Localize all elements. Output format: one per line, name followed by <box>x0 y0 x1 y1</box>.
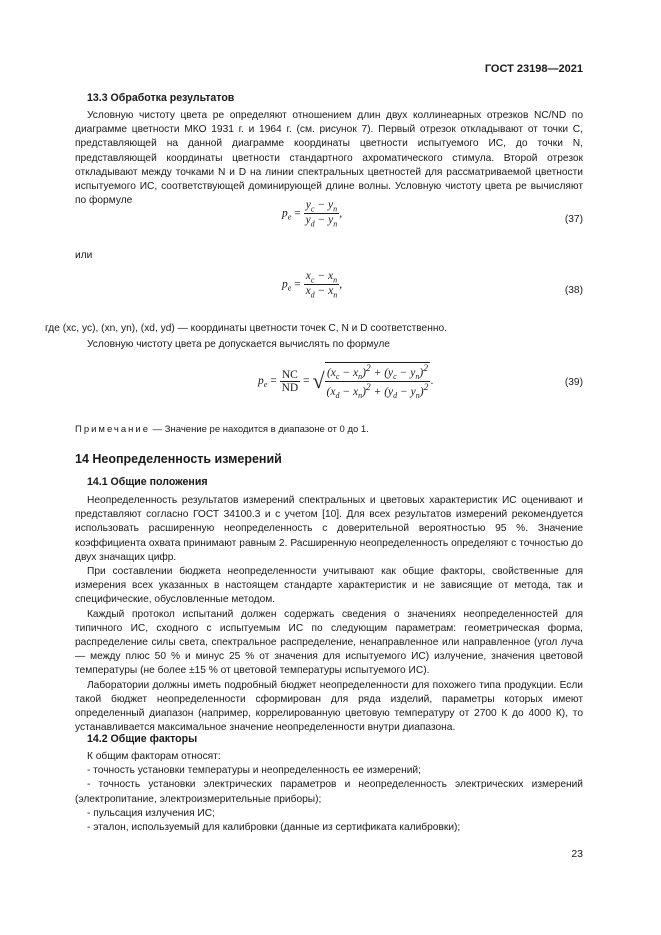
section-13-3-heading: 13.3 Обработка результатов <box>87 92 235 104</box>
list-item: - точность установки электрических параметров и неопределенность электрических измерений (электропитание, электроизмерительные приборы); <box>75 779 583 805</box>
section-14-2-heading: 14.2 Общие факторы <box>87 733 198 745</box>
paragraph <box>75 109 583 208</box>
section-14-1-heading: 14.1 Общие положения <box>87 476 208 488</box>
formula-39: $p_e$ = $\frac{NC}{ND}$ = √ $\frac{(x_c - x_n)^2 + (y_c - y_n)^2}{(x_d - x_n)^2 + (y_d - y_n)^2}$ . <box>258 363 434 401</box>
section-14-1-body <box>75 494 583 735</box>
paragraph-text: Лаборатории должны иметь подробный бюджет неопределенности для похожего типа продукции. Если такой бюджет неопределенности сформирован для ряда изделий, параметры которых имеют определенный диапазон (например, коррелированную цветовую температуру от 2700 К до 4000 К), то устанавливается максимальное значение неопределенности внутри диапазона. <box>75 679 583 734</box>
paragraph-text: Каждый протокол испытаний должен содержать сведения о значениях неопределенностей для типичного ИС, сходного с испытуемым ИС по следующим параметрам: геометрическая форма, распределение силы света, спектральное распределение, ненаправленное или направленное (угол луча — между плюс 50 % и минус 25 % от значения для испытуемого ИС) излучение, значения цветовой температуры (не более ±15 % от цветовой температуры испытуемого ИС). <box>75 608 583 677</box>
note <box>75 424 369 435</box>
paragraph-text: Условную чистоту цвета pe определяют отношением длин двух коллинеарных отрезков NC/ND по диаграмме цветности МКО 1931 г. и 1964 г. (см. рисунок 7). Первый отрезок откладывают от точки С, представляющей на данной диаграмме координаты цветности испытуемого ИС, до точки N, представляющей координаты цветности стандартного ахроматического стимула. Второй отрезок откладывают между точками N и D на линии спектральных цветностей для рассматриваемой цветности испытуемого ИС, соответствующей доминирующей длине волны. Условную чистоту цвета pe вычисляют по формуле <box>75 110 583 207</box>
paragraph <box>75 338 583 352</box>
list-item: - точность установки температуры и неопределенность ее измерений; <box>87 765 421 777</box>
list-intro: К общим факторам относят: <box>87 751 221 762</box>
paragraph-text: Неопределенность результатов измерений спектральных и цветовых характеристик ИС оценивают и представляют согласно ГОСТ 34100.3 и с учетом [10]. Для всех результатов измерений рекомендуется использовать расширенную неопределенность с доверительной вероятностью 95 %. Значение коэффициента охвата принимают равным 2. Расширенную неопределенность определяют с точностью до двух значащих цифр. <box>75 495 583 563</box>
formula-38: $p_e$ = $\frac{x_c - x_n}{x_d - x_n}$ , <box>282 270 343 300</box>
where-text: где (xc, yc), (xn, yn), (xd, yd) — координаты цветности точек С, N и D соответственно. <box>45 323 447 334</box>
or-text: или <box>75 250 93 261</box>
note-label: Примечание <box>75 424 150 435</box>
list-item: - эталон, используемый для калибровки (данные из сертификата калибровки); <box>87 822 461 834</box>
paragraph-text: Условную чистоту цвета pe допускается вычислять по формуле <box>87 339 390 350</box>
formula-37: $p_e$ = $\frac{y_c - y_n}{y_d - y_n}$ , <box>282 199 343 229</box>
equation-number-37: (37) <box>564 214 583 225</box>
equation-number-38: (38) <box>564 285 583 296</box>
section-14-heading: 14 Неопределенность измерений <box>75 452 282 466</box>
equation-number-39: (39) <box>564 377 583 388</box>
section-14-2-body <box>75 750 583 835</box>
document-id: ГОСТ 23198—2021 <box>484 63 583 75</box>
page-number: 23 <box>571 848 583 860</box>
note-text: — Значение pe находится в диапазоне от 0 до 1. <box>150 424 369 435</box>
paragraph-text: При составлении бюджета неопределенности учитывают как общие факторы, свойственные для измерения всех указанных в настоящем стандарте характеристик и не зависящие от метода, так и специфические, обусловленные методом. <box>75 566 583 606</box>
list-item: - пульсация излучения ИС; <box>87 807 215 819</box>
